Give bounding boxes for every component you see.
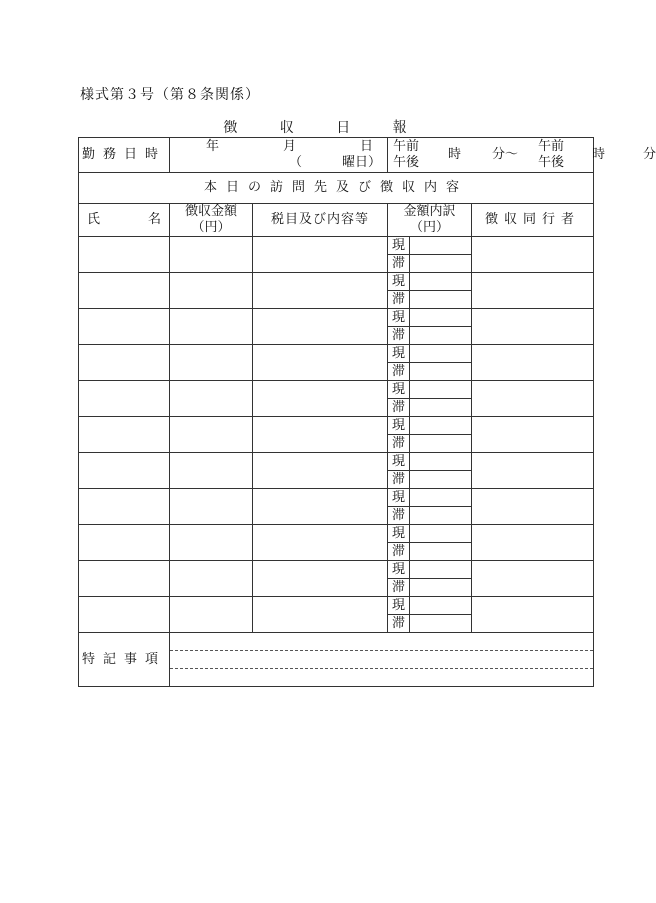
- date-cell[interactable]: [170, 138, 388, 173]
- companion-cell[interactable]: [472, 381, 594, 417]
- kind-current: 現: [388, 489, 410, 507]
- name-cell[interactable]: [79, 453, 170, 489]
- amount-cell[interactable]: [170, 309, 253, 345]
- current-amount-cell[interactable]: [410, 309, 472, 327]
- minute-label: 分: [643, 147, 656, 162]
- note-line[interactable]: [170, 651, 593, 669]
- tax-item-cell[interactable]: [253, 309, 388, 345]
- kind-arrears: 滞: [388, 615, 410, 633]
- title-char: 徴: [223, 120, 238, 136]
- table-row: [79, 525, 594, 543]
- arrears-amount-cell[interactable]: [410, 579, 472, 597]
- note-lines: [170, 633, 593, 686]
- tax-item-cell[interactable]: [253, 597, 388, 633]
- tax-item-cell[interactable]: [253, 273, 388, 309]
- hour-label: 時: [448, 147, 462, 162]
- current-amount-cell[interactable]: [410, 561, 472, 579]
- current-amount-cell[interactable]: [410, 417, 472, 435]
- arrears-amount-cell[interactable]: [410, 291, 472, 309]
- pm-label: 午後: [393, 155, 420, 170]
- current-amount-cell[interactable]: [410, 237, 472, 255]
- weekday-open: （: [288, 155, 302, 170]
- section-heading-row: [79, 173, 594, 204]
- arrears-amount-cell[interactable]: [410, 435, 472, 453]
- tax-item-cell[interactable]: [253, 453, 388, 489]
- companion-cell[interactable]: [472, 273, 594, 309]
- current-amount-cell[interactable]: [410, 345, 472, 363]
- header-name: [79, 204, 170, 237]
- kind-current: 現: [388, 417, 410, 435]
- special-notes-row: [79, 633, 594, 687]
- tax-item-cell[interactable]: [253, 561, 388, 597]
- tax-item-cell[interactable]: [253, 381, 388, 417]
- arrears-amount-cell[interactable]: [410, 471, 472, 489]
- companion-cell[interactable]: [472, 561, 594, 597]
- hour-label: 時: [592, 147, 606, 162]
- amount-cell[interactable]: [170, 561, 253, 597]
- kind-current: 現: [388, 561, 410, 579]
- minute-label: 分～: [492, 147, 519, 162]
- table-row: [79, 417, 594, 435]
- am-label: 午前: [393, 139, 420, 154]
- page-title: [0, 117, 630, 137]
- work-datetime-label: 勤務日時: [79, 138, 170, 173]
- tax-item-cell[interactable]: [253, 345, 388, 381]
- kind-arrears: 滞: [388, 363, 410, 381]
- amount-cell[interactable]: [170, 273, 253, 309]
- time-cell[interactable]: [388, 138, 656, 173]
- kind-arrears: 滞: [388, 507, 410, 525]
- table-row: [79, 597, 594, 615]
- table-row: [79, 561, 594, 579]
- tax-item-cell[interactable]: [253, 525, 388, 561]
- arrears-amount-cell[interactable]: [410, 543, 472, 561]
- kind-current: 現: [388, 237, 410, 255]
- kind-arrears: 滞: [388, 579, 410, 597]
- current-amount-cell[interactable]: [410, 489, 472, 507]
- special-notes-label: 特記事項: [79, 633, 170, 687]
- table-row: [79, 489, 594, 507]
- arrears-amount-cell[interactable]: [410, 255, 472, 273]
- name-cell[interactable]: [79, 345, 170, 381]
- kind-arrears: 滞: [388, 543, 410, 561]
- form-number: 様式第３号（第８条関係）: [80, 87, 260, 103]
- name-cell[interactable]: [79, 309, 170, 345]
- name-cell[interactable]: [79, 381, 170, 417]
- year-label: 年: [206, 139, 220, 154]
- amount-cell[interactable]: [170, 453, 253, 489]
- title-char: 収: [279, 120, 294, 136]
- pm-label: 午後: [538, 155, 565, 170]
- kind-current: 現: [388, 381, 410, 399]
- table-row: [79, 237, 594, 255]
- current-amount-cell[interactable]: [410, 597, 472, 615]
- work-datetime-row: [79, 138, 594, 173]
- collection-report-table: [78, 137, 656, 687]
- name-cell[interactable]: [79, 237, 170, 273]
- name-cell[interactable]: [79, 597, 170, 633]
- header-amount-label: 徴収金額: [184, 204, 237, 219]
- am-label: 午前: [538, 139, 565, 154]
- header-breakdown-label: 金額内訳: [403, 204, 456, 219]
- header-companion: 徴収同行者: [472, 204, 594, 237]
- kind-current: 現: [388, 345, 410, 363]
- table-row: [79, 381, 594, 399]
- kind-arrears: 滞: [388, 399, 410, 417]
- kind-current: 現: [388, 597, 410, 615]
- companion-cell[interactable]: [472, 489, 594, 525]
- current-amount-cell[interactable]: [410, 525, 472, 543]
- companion-cell[interactable]: [472, 237, 594, 273]
- header-amount-unit: （円）: [191, 220, 231, 235]
- header-amount: [170, 204, 253, 237]
- kind-current: 現: [388, 525, 410, 543]
- arrears-amount-cell[interactable]: [410, 363, 472, 381]
- companion-cell[interactable]: [472, 417, 594, 453]
- arrears-amount-cell[interactable]: [410, 615, 472, 633]
- kind-arrears: 滞: [388, 291, 410, 309]
- name-cell[interactable]: [79, 273, 170, 309]
- day-label: 日: [359, 139, 373, 154]
- amount-cell[interactable]: [170, 489, 253, 525]
- title-char: 報: [392, 120, 407, 136]
- name-cell[interactable]: [79, 417, 170, 453]
- kind-current: 現: [388, 273, 410, 291]
- arrears-amount-cell[interactable]: [410, 507, 472, 525]
- table-row: [79, 453, 594, 471]
- special-notes-field[interactable]: [170, 633, 594, 687]
- title-char: 日: [336, 120, 351, 136]
- name-cell[interactable]: [79, 561, 170, 597]
- header-tax-item: 税目及び内容等: [253, 204, 388, 237]
- header-name-b: 名: [147, 212, 161, 227]
- companion-cell[interactable]: [472, 453, 594, 489]
- weekday-label: 曜日）: [341, 155, 381, 170]
- tax-item-cell[interactable]: [253, 237, 388, 273]
- amount-cell[interactable]: [170, 381, 253, 417]
- kind-arrears: 滞: [388, 255, 410, 273]
- amount-cell[interactable]: [170, 417, 253, 453]
- companion-cell[interactable]: [472, 597, 594, 633]
- amount-cell[interactable]: [170, 525, 253, 561]
- current-amount-cell[interactable]: [410, 273, 472, 291]
- arrears-amount-cell[interactable]: [410, 399, 472, 417]
- companion-cell[interactable]: [472, 345, 594, 381]
- amount-cell[interactable]: [170, 345, 253, 381]
- name-cell[interactable]: [79, 489, 170, 525]
- tax-item-cell[interactable]: [253, 489, 388, 525]
- name-cell[interactable]: [79, 525, 170, 561]
- header-name-a: 氏: [87, 212, 101, 227]
- month-label: 月: [282, 139, 296, 154]
- amount-cell[interactable]: [170, 597, 253, 633]
- column-header-row: [79, 204, 594, 237]
- current-amount-cell[interactable]: [410, 453, 472, 471]
- header-breakdown: [388, 204, 472, 237]
- table-row: [79, 273, 594, 291]
- tax-item-cell[interactable]: [253, 417, 388, 453]
- current-amount-cell[interactable]: [410, 381, 472, 399]
- section-heading: 本日の訪問先及び徴収内容: [79, 173, 594, 204]
- arrears-amount-cell[interactable]: [410, 327, 472, 345]
- kind-arrears: 滞: [388, 435, 410, 453]
- table-row: [79, 309, 594, 327]
- companion-cell[interactable]: [472, 525, 594, 561]
- kind-current: 現: [388, 453, 410, 471]
- companion-cell[interactable]: [472, 309, 594, 345]
- kind-current: 現: [388, 309, 410, 327]
- note-line[interactable]: [170, 669, 593, 686]
- note-line[interactable]: [170, 633, 593, 651]
- kind-arrears: 滞: [388, 471, 410, 489]
- table-row: [79, 345, 594, 363]
- kind-arrears: 滞: [388, 327, 410, 345]
- header-breakdown-unit: （円）: [409, 220, 449, 235]
- amount-cell[interactable]: [170, 237, 253, 273]
